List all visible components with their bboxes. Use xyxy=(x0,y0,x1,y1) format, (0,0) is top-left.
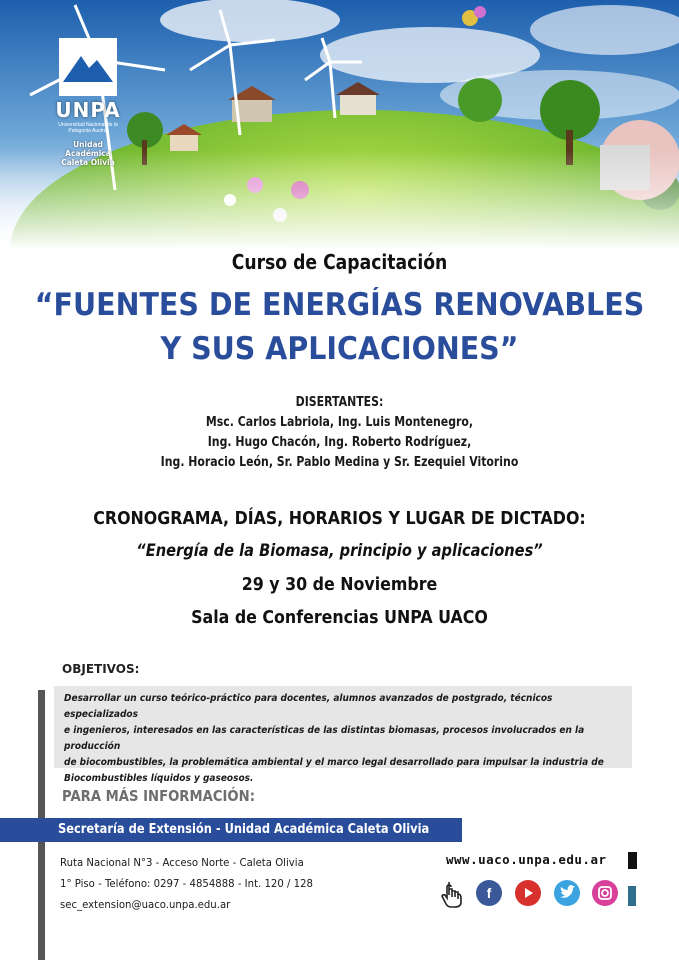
objectives-line: de biocombustibles, la problemática ambiental y el marco legal desarrollado para impulsar la industria de xyxy=(64,757,604,768)
facebook-icon[interactable]: f xyxy=(476,880,502,906)
speakers-block xyxy=(54,393,624,473)
speakers-line: Msc. Carlos Labriola, Ing. Luis Montenegro, xyxy=(205,415,474,430)
main-title-line2: Y SUS APLICACIONES” xyxy=(160,331,519,367)
objectives-text xyxy=(64,691,622,787)
objectives-label: OBJETIVOS: xyxy=(62,662,140,676)
instagram-icon[interactable] xyxy=(592,880,618,906)
info-bar xyxy=(0,818,462,842)
twitter-icon[interactable] xyxy=(554,880,580,906)
unpa-logo-mark xyxy=(59,38,117,96)
schedule-topic: “Energía de la Biomasa, principio y aplicaciones” xyxy=(136,541,543,561)
schedule-dates: 29 y 30 de Noviembre xyxy=(241,574,438,595)
logo-unit-line2: Caleta Olivia xyxy=(61,158,115,167)
logo-subtitle: Universidad Nacional de la Patagonia Austral xyxy=(58,122,118,134)
contact-address: Ruta Nacional N°3 - Acceso Norte - Caleta Olivia xyxy=(60,856,304,869)
main-title-line1: “FUENTES DE ENERGÍAS RENOVABLES xyxy=(34,287,645,323)
contact-phone: 1° Piso - Teléfono: 0297 - 4854888 - Int. 120 / 128 xyxy=(60,877,313,890)
hand-pointer-icon xyxy=(440,880,466,906)
contact-email[interactable]: sec_extension@uaco.unpa.edu.ar xyxy=(60,898,231,911)
info-bar-text: Secretaría de Extensión - Unidad Académica Caleta Olivia xyxy=(58,822,430,837)
speakers-line: Ing. Horacio León, Sr. Pablo Medina y Sr. Ezequiel Vitorino xyxy=(160,455,519,470)
info-label: PARA MÁS INFORMACIÓN: xyxy=(62,787,255,805)
speakers-line: Ing. Hugo Chacón, Ing. Roberto Rodríguez, xyxy=(207,435,472,450)
schedule-venue: Sala de Conferencias UNPA UACO xyxy=(191,607,488,628)
website-accent-bar xyxy=(628,852,637,869)
speakers-heading: DISERTANTES: xyxy=(295,395,384,410)
objectives-line: Biocombustibles líquidos y gaseosos. xyxy=(64,773,254,784)
schedule-heading: CRONOGRAMA, DÍAS, HORARIOS Y LUGAR DE DICTADO: xyxy=(93,508,586,529)
objectives-line: Desarrollar un curso teórico-práctico para docentes, alumnos avanzados de postgrado, técnicos especializados xyxy=(64,693,553,720)
main-title xyxy=(27,283,652,371)
unpa-logo xyxy=(50,38,126,167)
logo-unit xyxy=(50,140,126,167)
youtube-icon[interactable] xyxy=(515,880,541,906)
objectives-line: e ingenieros, interesados en las características de las distintas biomasas, procesos involucrados en la producción xyxy=(64,725,585,752)
objectives-box xyxy=(54,686,632,784)
course-label: Curso de Capacitación xyxy=(231,250,448,274)
social-accent-bar xyxy=(628,886,636,906)
contact-details xyxy=(60,852,335,915)
website-link[interactable]: www.uaco.unpa.edu.ar xyxy=(446,852,607,867)
logo-unit-line1: Unidad Académica xyxy=(65,140,111,158)
logo-name: UNPA xyxy=(55,98,121,122)
